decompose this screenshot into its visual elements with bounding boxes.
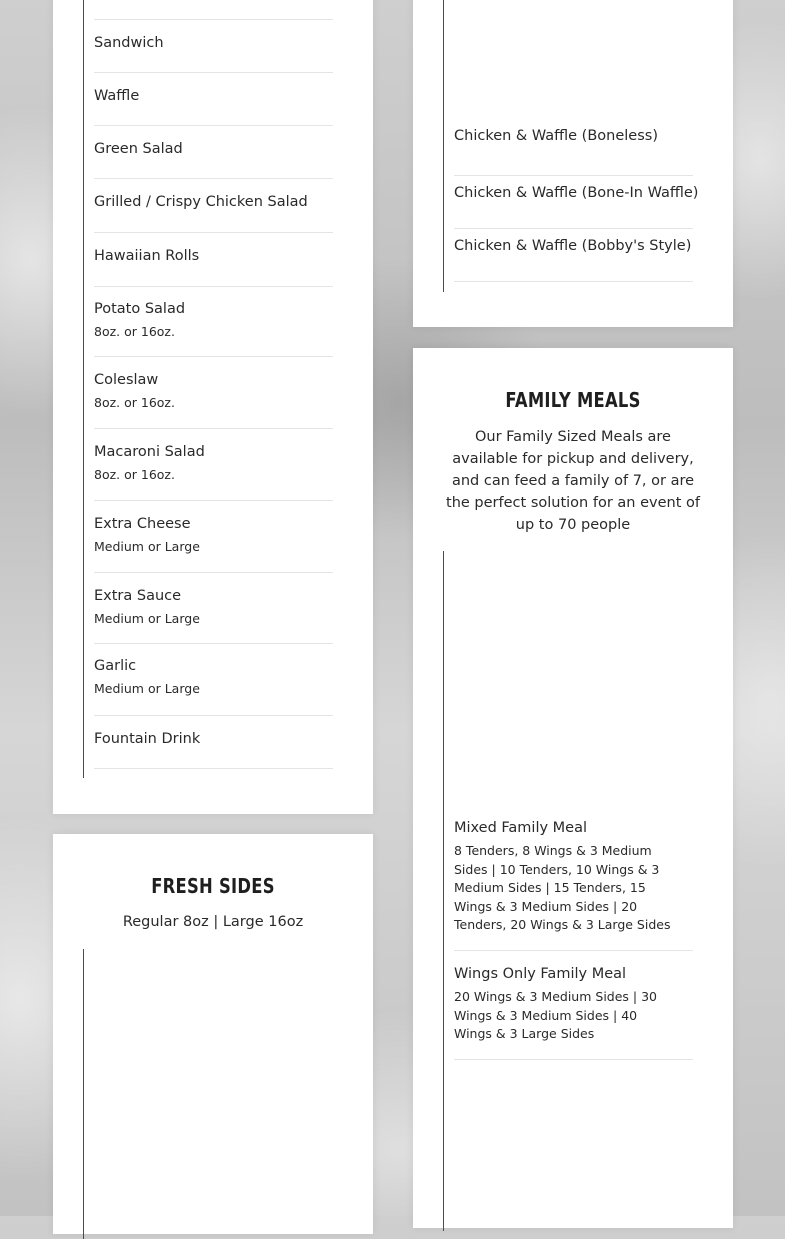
item-name: Sandwich: [94, 35, 164, 51]
list-item[interactable]: [454, 229, 693, 282]
section-title: FRESH SIDES: [151, 874, 275, 898]
fresh-sides-card: [53, 834, 373, 1234]
list-item[interactable]: [94, 20, 333, 73]
item-name: Mixed Family Meal: [454, 820, 588, 836]
list-item[interactable]: [94, 233, 333, 287]
accent-rule: [83, 949, 84, 1239]
item-description: Medium or Large: [94, 681, 200, 696]
item-name: Fountain Drink: [94, 731, 201, 747]
list-item[interactable]: [94, 501, 333, 573]
item-name: Coleslaw: [94, 372, 159, 388]
accent-rule: [443, 0, 444, 292]
list-item[interactable]: [94, 73, 333, 126]
item-name: Garlic: [94, 658, 137, 674]
sides-extras-list: [94, 0, 333, 770]
item-description: 8oz. or 16oz.: [94, 395, 175, 410]
list-item[interactable]: [454, 951, 693, 1060]
item-name: Extra Cheese: [94, 516, 191, 532]
item-description: 8oz. or 16oz.: [94, 324, 175, 339]
list-item[interactable]: [94, 357, 333, 429]
list-item[interactable]: [94, 179, 333, 233]
item-name: Hawaiian Rolls: [94, 248, 200, 264]
item-name: Green Salad: [94, 141, 183, 157]
list-item[interactable]: [94, 429, 333, 501]
list-item[interactable]: [94, 644, 333, 716]
list-item[interactable]: [454, 176, 699, 229]
item-name: Grilled / Crispy Chicken Salad: [94, 194, 308, 210]
list-item[interactable]: [94, 573, 333, 644]
item-name: Chicken & Waffle (Boneless): [454, 128, 658, 144]
item-description: 20 Wings & 3 Medium Sides | 30 Wings & 3 Medium Sides | 40 Wings & 3 Large Sides: [454, 989, 657, 1041]
section-title: FAMILY MEALS: [505, 388, 641, 412]
chicken-waffle-list: [454, 124, 699, 283]
item-name: Macaroni Salad: [94, 444, 205, 460]
item-name: Waffle: [94, 88, 140, 104]
chicken-waffle-card: [413, 0, 733, 327]
family-meals-card: [413, 348, 733, 1228]
item-name: Chicken & Waffle (Bone-In Waffle): [454, 185, 699, 201]
item-name: Wings Only Family Meal: [454, 966, 627, 982]
accent-rule: [83, 0, 84, 778]
list-item[interactable]: [94, 126, 333, 179]
list-item[interactable]: [94, 716, 333, 769]
family-meals-list: [454, 814, 693, 1064]
item-description: Medium or Large: [94, 611, 200, 626]
list-item[interactable]: [454, 814, 693, 951]
item-description: Medium or Large: [94, 539, 200, 554]
sides-extras-card: [53, 0, 373, 814]
item-description: 8oz. or 16oz.: [94, 467, 175, 482]
list-item: [94, 0, 333, 20]
accent-rule: [443, 551, 444, 1231]
list-item[interactable]: [454, 124, 693, 176]
section-description: Our Family Sized Meals are available for pickup and delivery, and can feed a family of 7, or are the perfect solution for an event of up to 70 people: [446, 429, 700, 533]
item-description: 8 Tenders, 8 Wings & 3 Medium Sides | 10 Tenders, 10 Wings & 3 Medium Sides | 15 Tenders, 15 Wings & 3 Medium Sides | 20 Tenders, 20 Wings & 3 Large Sides: [454, 843, 671, 932]
section-subtitle: Regular 8oz | Large 16oz: [122, 914, 304, 930]
item-name: Chicken & Waffle (Bobby's Style): [454, 238, 692, 254]
item-name: Extra Sauce: [94, 588, 182, 604]
item-name: Potato Salad: [94, 301, 186, 317]
list-item[interactable]: [94, 287, 333, 357]
